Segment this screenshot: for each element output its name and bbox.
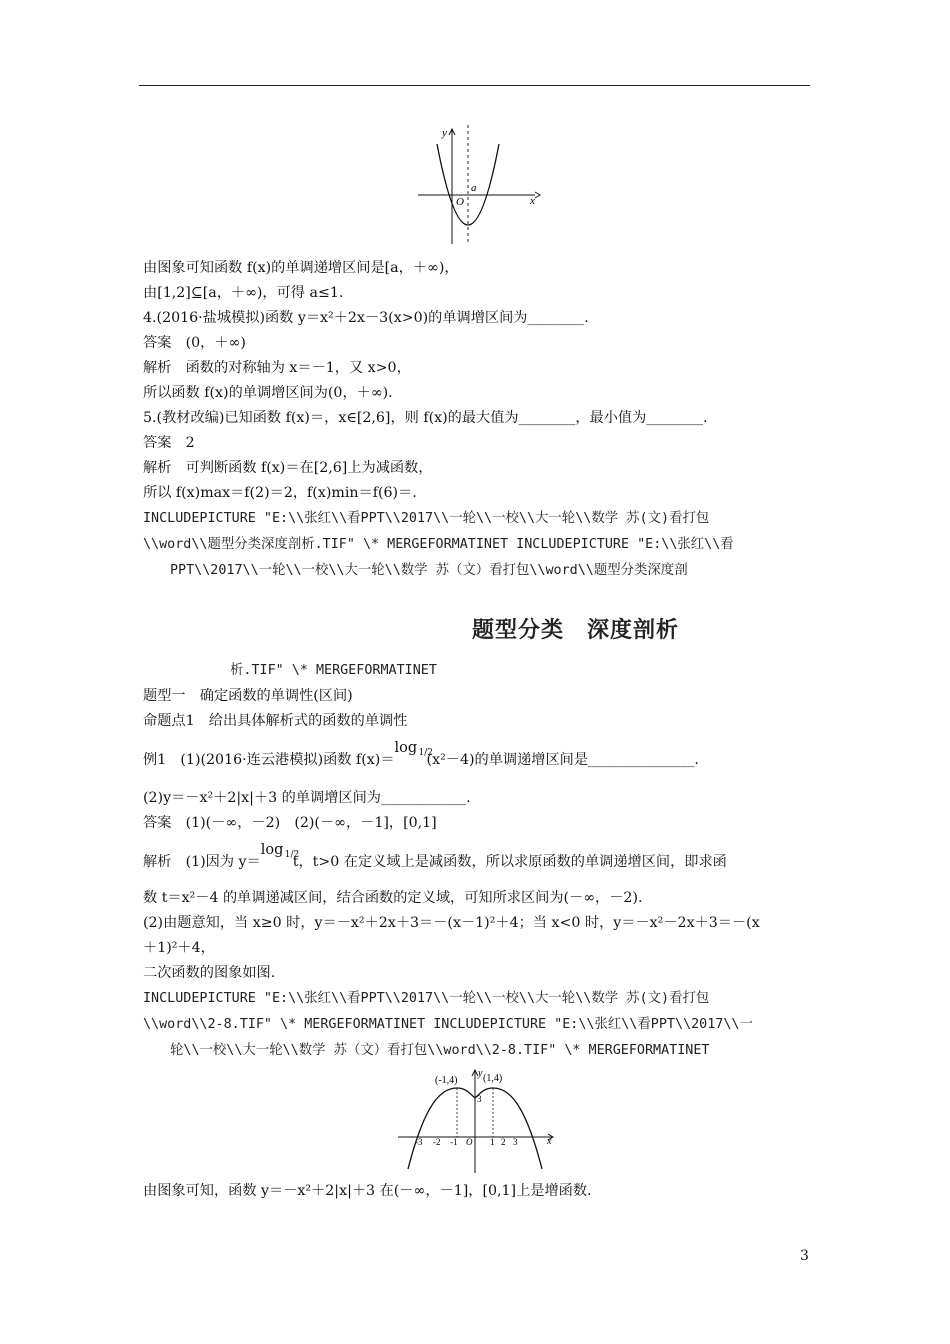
field-code-line: INCLUDEPICTURE "E:\\张红\\看PPT\\2017\\一轮\\一校\\大一轮\\数学 苏(文)看打包 (143, 991, 710, 1006)
field-code-line: \\word\\2-8.TIF" \* MERGEFORMATINET INCLUDEPICTURE "E:\\张红\\看PPT\\2017\\一 (143, 1017, 753, 1032)
page-number: 3 (800, 1248, 809, 1264)
x-tick-label: 2 (501, 1137, 506, 1147)
field-code-line: 析.TIF" \* MERGEFORMATINET (230, 663, 437, 678)
field-code-line: 轮\\一校\\大一轮\\数学 苏（文）看打包\\word\\2-8.TIF" \* MERGEFORMATINET (170, 1043, 710, 1058)
peak-left-label: (-1,4) (435, 1075, 458, 1086)
x-axis-arrow (535, 192, 540, 198)
text-line: 解析 可判断函数 f(x)＝在[2,6]上为减函数， (143, 460, 433, 476)
answer-line: 答案 (1)(－∞，－2) (2)(－∞，－1]，[0,1] (143, 815, 437, 831)
text-line: (2)由题意知，当 x≥0 时，y＝－x²＋2x＋3＝－(x－1)²＋4；当 x<0 时，y＝－x²－2x＋3＝－(x (143, 915, 760, 931)
x-tick-label: -1 (450, 1137, 458, 1147)
text-line: 4.(2016·盐城模拟)函数 y＝x²＋2x－3(x>0)的单调增区间为________. (143, 310, 589, 326)
x-tick-label: -3 (415, 1137, 423, 1147)
a-label: a (471, 182, 477, 194)
y-intercept-label: 3 (477, 1094, 482, 1104)
parabola-graph-1 (415, 122, 575, 247)
field-code-line: \\word\\题型分类深度剖析.TIF" \* MERGEFORMATINET INCLUDEPICTURE "E:\\张红\\看 (143, 537, 734, 552)
even-function-graph (395, 1065, 565, 1175)
text-line: 解析 函数的对称轴为 x＝－1，又 x>0， (143, 360, 411, 376)
text-line: 由图象可知函数 f(x)的单调递增区间是[a，＋∞)， (143, 260, 459, 276)
type-heading: 题型一 确定函数的单调性(区间) (143, 688, 353, 704)
section-title: 题型分类 深度剖析 (472, 618, 680, 643)
field-code-line: INCLUDEPICTURE "E:\\张红\\看PPT\\2017\\一轮\\一校\\大一轮\\数学 苏(文)看打包 (143, 511, 710, 526)
x-axis-label: x (547, 1136, 552, 1147)
x-axis-label: x (530, 195, 535, 207)
y-axis-label: y (442, 127, 447, 139)
text-line: 由图象可知，函数 y＝－x²＋2|x|＋3 在(－∞，－1]，[0,1]上是增函数. (143, 1183, 592, 1199)
x-tick-label: 1 (490, 1137, 495, 1147)
log-half-symbol: log 1/2 (260, 842, 300, 860)
text-line: 答案 (0，＋∞) (143, 335, 246, 351)
field-code-line: PPT\\2017\\一轮\\一校\\大一轮\\数学 苏（文）看打包\\word\\题型分类深度剖 (170, 563, 688, 578)
analysis-line: 解析 (1)因为 y＝ log 1/2 t，t>0 在定义域上是减函数，所以求原函数的单调递增区间，即求函 (143, 842, 727, 870)
text-line: 由[1,2]⊆[a，＋∞)，可得 a≤1. (143, 285, 344, 301)
text-line: 二次函数的图象如图. (143, 965, 276, 981)
text-line: 答案 2 (143, 435, 195, 451)
header-rule (139, 85, 810, 86)
text-line: (2)y＝－x²＋2|x|＋3 的单调增区间为____________. (143, 790, 471, 806)
text-line: 所以 f(x)max＝f(2)＝2，f(x)min＝f(6)＝. (143, 485, 417, 501)
x-tick-label: 3 (513, 1137, 518, 1147)
origin-label: O (466, 1137, 473, 1147)
text-line: 所以函数 f(x)的单调增区间为(0，＋∞). (143, 385, 393, 401)
text-line: ＋1)²＋4， (143, 940, 215, 956)
subtopic-heading: 命题点1 给出具体解析式的函数的单调性 (143, 713, 408, 729)
example-line: 例1 (1)(2016·连云港模拟)函数 f(x)＝ log 1/2 (x²－4)的单调递增区间是_______________. (143, 740, 699, 768)
origin-label: O (456, 196, 464, 208)
y-axis-label: y (478, 1068, 483, 1079)
peak-right-label: (1,4) (483, 1073, 503, 1084)
text-line: 5.(教材改编)已知函数 f(x)＝，x∈[2,6]，则 f(x)的最大值为________，最小值为________. (143, 410, 708, 426)
text-line: 数 t＝x²－4 的单调递减区间，结合函数的定义域，可知所求区间为(－∞，－2). (143, 890, 643, 906)
log-half-symbol: log 1/2 (394, 740, 434, 758)
x-tick-label: -2 (433, 1137, 441, 1147)
